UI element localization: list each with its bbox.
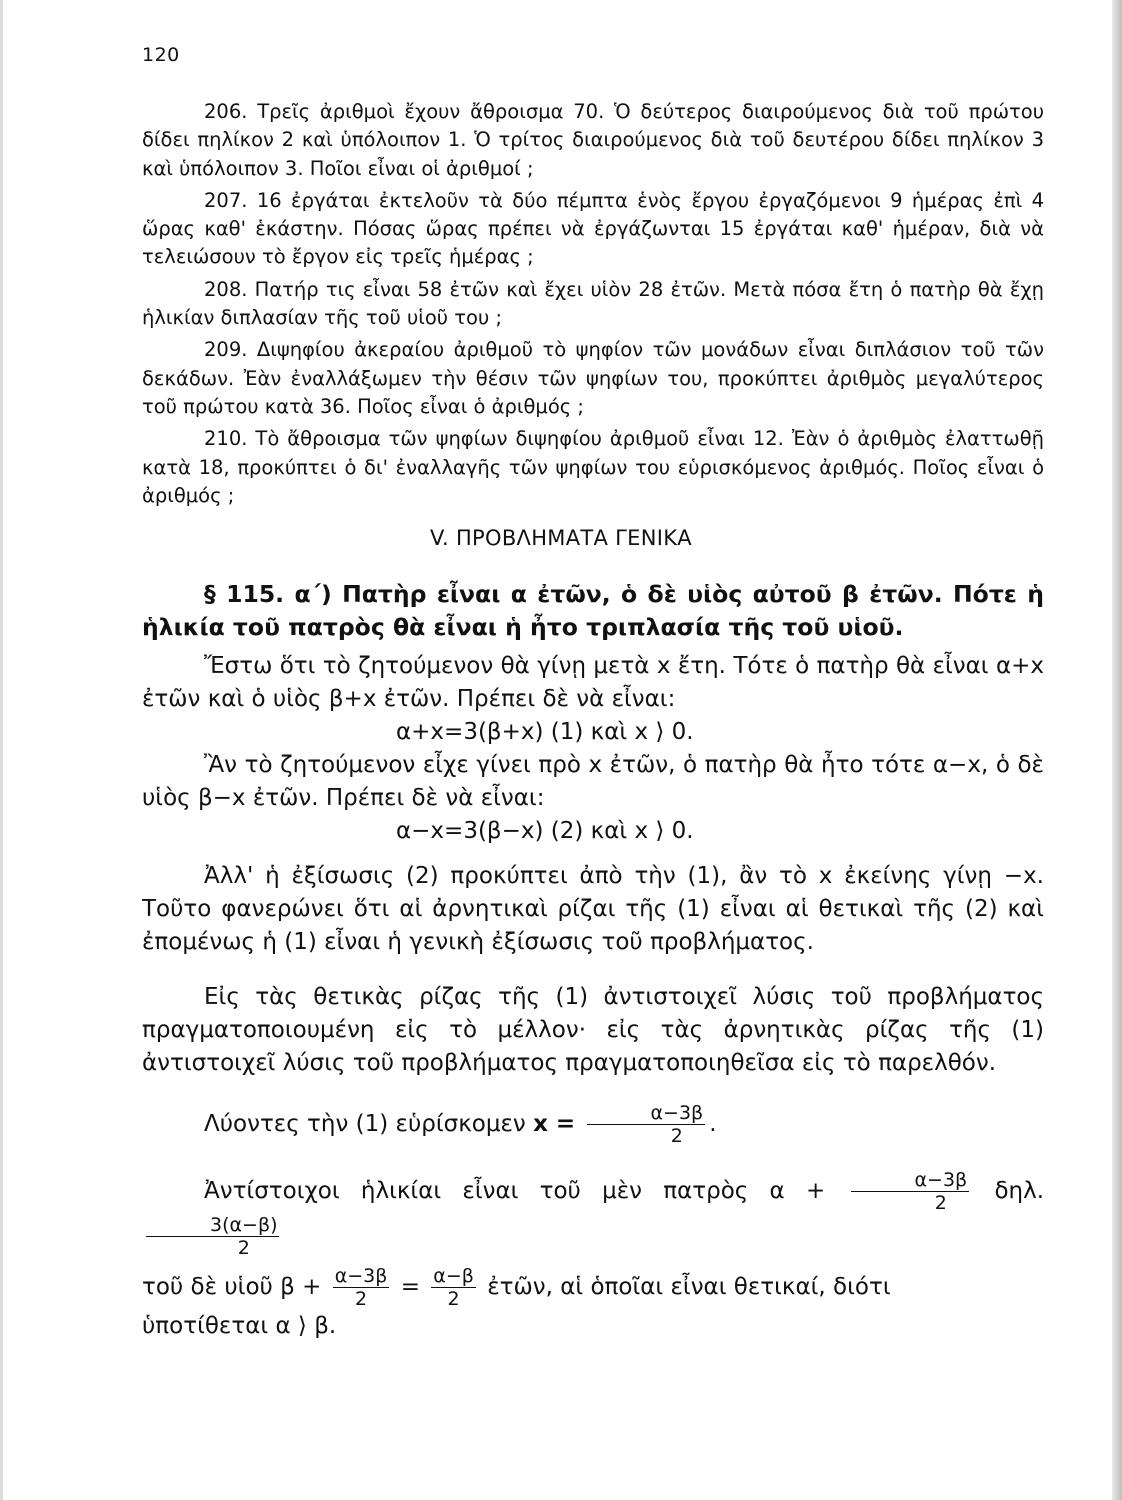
solution-line: Λύοντες τὴν (1) εὑρίσκομεν x = $\frac{\alpha-3\beta}{2}$ . xyxy=(204,1102,717,1147)
son-end-text: ἐτῶν, αἱ ὁποῖαι εἶναι θετικαί, διότι xyxy=(487,1274,891,1300)
fraction-denominator: 2 xyxy=(447,1288,460,1310)
fraction-numerator: α−β xyxy=(433,1265,474,1287)
paragraph-interpretation: Εἰς τὰς θετικὰς ρίζας τῆς (1) ἀντιστοιχεῖ λύσις τοῦ προβλήματος πραγματοποιουμένη εἰς τὸ μέλλον· εἰς τὰς ἀρνητικὰς ρίζας τῆς (1) ἀντιστοιχεῖ λύσις τοῦ προβλήματος πραγματοποιηθεῖσα εἰς τὸ παρελθόν. xyxy=(142,984,1044,1076)
ages-line xyxy=(142,1169,1044,1259)
dhl-text: δηλ. xyxy=(994,1178,1045,1204)
fraction-son-age xyxy=(431,1265,476,1310)
fraction-numerator: α−3β xyxy=(587,1102,706,1125)
last-line: ὑποτίθεται α ⟩ β. xyxy=(142,1313,337,1339)
solution-text: Λύοντες τὴν (1) εὑρίσκομεν xyxy=(204,1111,526,1137)
fraction-denominator: 2 xyxy=(355,1288,368,1310)
exercise-210: 210. Τὸ ἄθροισμα τῶν ψηφίων διψηφίου ἀριθμοῦ εἶναι 12. Ἐὰν ὁ ἀριθμὸς ἐλαττωθῇ κατὰ 18, προκύπτει ὁ δι' ἐναλλαγῆς τῶν ψηφίων του εὑρισκόμενος ἀριθμός. Ποῖος εἶναι ὁ ἀριθμός ; xyxy=(142,427,1044,507)
fraction-son-add xyxy=(333,1265,390,1310)
fraction-solution xyxy=(587,1102,706,1147)
fraction-numerator: α−3β xyxy=(334,1265,388,1287)
ages-text: Ἀντίστοιχοι ἡλικίαι εἶναι τοῦ μὲν πατρὸς α + xyxy=(204,1178,826,1204)
problem-title: § 115. α΄) Πατὴρ εἶναι α ἐτῶν, ὁ δὲ υἱὸς αὐτοῦ β ἐτῶν. Πότε ἡ ἡλικία τοῦ πατρὸς θὰ εἶναι ἡ ἦτο τριπλασία τῆς τοῦ υἱοῦ. xyxy=(142,580,1044,641)
page-number: 120 xyxy=(142,44,180,66)
page-right-edge xyxy=(1112,0,1122,1500)
fraction-denominator: 2 xyxy=(670,1125,683,1147)
exercise-206: 206. Τρεῖς ἀριθμοὶ ἔχουν ἄθροισμα 70. Ὁ δεύτερος διαιρούμενος διὰ τοῦ πρώτου δίδει πηλίκον 2 καὶ ὑπόλοιπον 1. Ὁ τρίτος διαιρούμενος διὰ τοῦ δευτέρου δίδει πηλίκον 3 καὶ ὑπόλοιπον 3. Ποῖοι εἶναι οἱ ἀριθμοί ; xyxy=(142,100,1044,180)
paragraph-general-equation: Ἀλλ' ἡ ἐξίσωσις (2) προκύπτει ἀπὸ τὴν (1), ἂν τὸ x ἐκείνης γίνῃ −x. Τοῦτο φανερώνει ὅτι αἱ ἀρνητικαὶ ρίζαι τῆς (1) εἶναι αἱ θετικαὶ τῆς (2) καὶ ἐπομένως ἡ (1) εἶναι ἡ γενικὴ ἐξίσωσις τοῦ προβλήματος. xyxy=(142,863,1044,955)
fraction-denominator: 2 xyxy=(934,1192,947,1214)
paragraph-past-case: Ἂν τὸ ζητούμενον εἶχε γίνει πρὸ x ἐτῶν, ὁ πατὴρ θὰ ἦτο τότε α−x, ὁ δὲ υἱὸς β−x ἐτῶν. Πρέπει δὲ νὰ εἶναι: xyxy=(142,752,1044,811)
son-age-line xyxy=(142,1265,1044,1310)
solution-variable: x = xyxy=(533,1111,576,1137)
son-text: τοῦ δὲ υἱοῦ β + xyxy=(142,1274,322,1300)
exercise-207: 207. 16 ἐργάται ἐκτελοῦν τὰ δύο πέμπτα ἑνὸς ἔργου ἐργαζόμενοι 9 ἡμέρας ἐπὶ 4 ὥρας καθ' ἑκάστην. Πόσας ὥρας πρέπει νὰ ἐργάζωνται 15 ἐργάται καθ' ἡμέραν, διὰ νὰ τελειώσουν τὸ ἔργον εἰς τρεῖς ἡμέρας ; xyxy=(142,188,1044,269)
equation-2: α−x=3(β−x) (2) καὶ x ⟩ 0. xyxy=(396,818,694,844)
section-body xyxy=(142,578,1044,1343)
fraction-numerator: α−3β xyxy=(851,1169,970,1192)
fraction-father-add xyxy=(851,1169,970,1214)
fraction-denominator: 2 xyxy=(237,1237,250,1259)
exercise-list xyxy=(142,98,1044,514)
exercise-209: 209. Διψηφίου ἀκεραίου ἀριθμοῦ τὸ ψηφίον τῶν μονάδων εἶναι διπλάσιον τοῦ τῶν δεκάδων. Ἐὰν ἐναλλάξωμεν τὴν θέσιν τῶν ψηφίων του, προκύπτει ἀριθμὸς μεγαλύτερος τοῦ πρώτου κατὰ 36. Ποῖος εἶναι ὁ ἀριθμός ; xyxy=(142,338,1044,418)
page-left-edge xyxy=(0,0,3,1500)
equation-1: α+x=3(β+x) (1) καὶ x ⟩ 0. xyxy=(396,719,694,745)
section-heading: V. ΠΡΟΒΛΗΜΑΤΑ ΓΕΝΙΚΑ xyxy=(430,526,692,550)
fraction-numerator: 3(α−β) xyxy=(146,1214,279,1237)
paragraph-future-case: Ἔστω ὅτι τὸ ζητούμενον θὰ γίνῃ μετὰ x ἔτη. Τότε ὁ πατὴρ θὰ εἶναι α+x ἐτῶν καὶ ὁ υἱὸς β+x ἐτῶν. Πρέπει δὲ νὰ εἶναι: xyxy=(142,653,1044,712)
exercise-208: 208. Πατήρ τις εἶναι 58 ἐτῶν καὶ ἔχει υἱὸν 28 ἐτῶν. Μετὰ πόσα ἔτη ὁ πατὴρ θὰ ἔχῃ ἡλικίαν διπλασίαν τῆς τοῦ υἱοῦ του ; xyxy=(142,277,1044,330)
equals-sign: = xyxy=(400,1274,420,1300)
fraction-father-age xyxy=(146,1214,279,1259)
